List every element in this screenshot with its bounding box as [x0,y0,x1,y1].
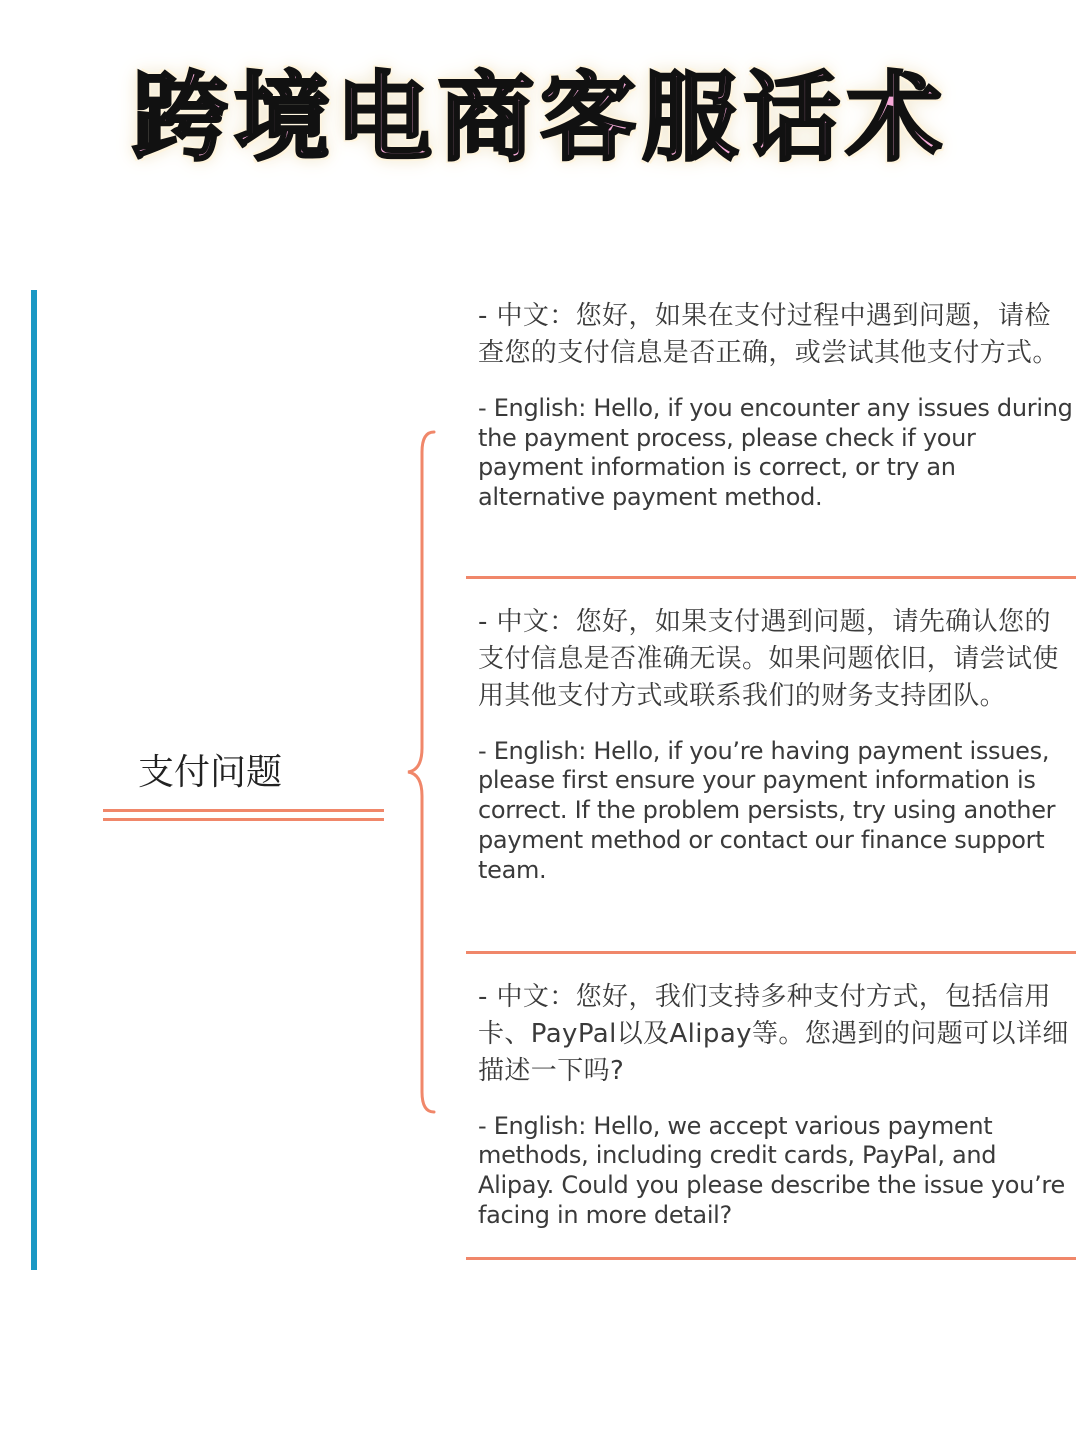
answer-2-english: - English: Hello, if you’re having payment issues, please first ensure your payment information is correct. If the problem persists, try using another payment method or contact our finance support team. [478,736,1056,884]
answer-entry-1 [466,298,1076,513]
curly-brace-connector [400,428,440,1118]
answer-2-divider [466,951,1076,954]
answer-1-chinese: - 中文：您好，如果在支付过程中遇到问题，请检查您的支付信息是否正确，或尝试其他支付方式。 [478,301,1059,368]
answer-1-english: - English: Hello, if you encounter any issues during the payment process, please check if your payment information is correct, or try an alternative payment method. [478,393,1073,512]
answer-1-divider [466,576,1076,579]
title-banner [0,40,1080,180]
topic-underline-top [103,809,384,812]
answer-3-english: - English: Hello, we accept various payment methods, including credit cards, PayPal, and Alipay. Could you please describe the issue you’re facing in more detail? [478,1111,1065,1229]
topic-label: 支付问题 [138,752,283,793]
answer-3-divider [466,1257,1076,1260]
page-title: 跨境电商客服话术 [132,61,948,174]
answer-entry-3 [466,979,1076,1231]
topic-underline-bottom [103,818,384,821]
answer-2-chinese: - 中文：您好，如果支付遇到问题，请先确认您的支付信息是否准确无误。如果问题依旧，请尝试使用其他支付方式或联系我们的财务支持团队。 [478,607,1059,711]
answer-entry-2 [466,604,1076,885]
mindmap-left-bar [31,290,37,1270]
answer-3-chinese: - 中文：您好，我们支持多种支付方式，包括信用卡、PayPal以及Alipay等。您遇到的问题可以详细描述一下吗? [478,982,1069,1086]
